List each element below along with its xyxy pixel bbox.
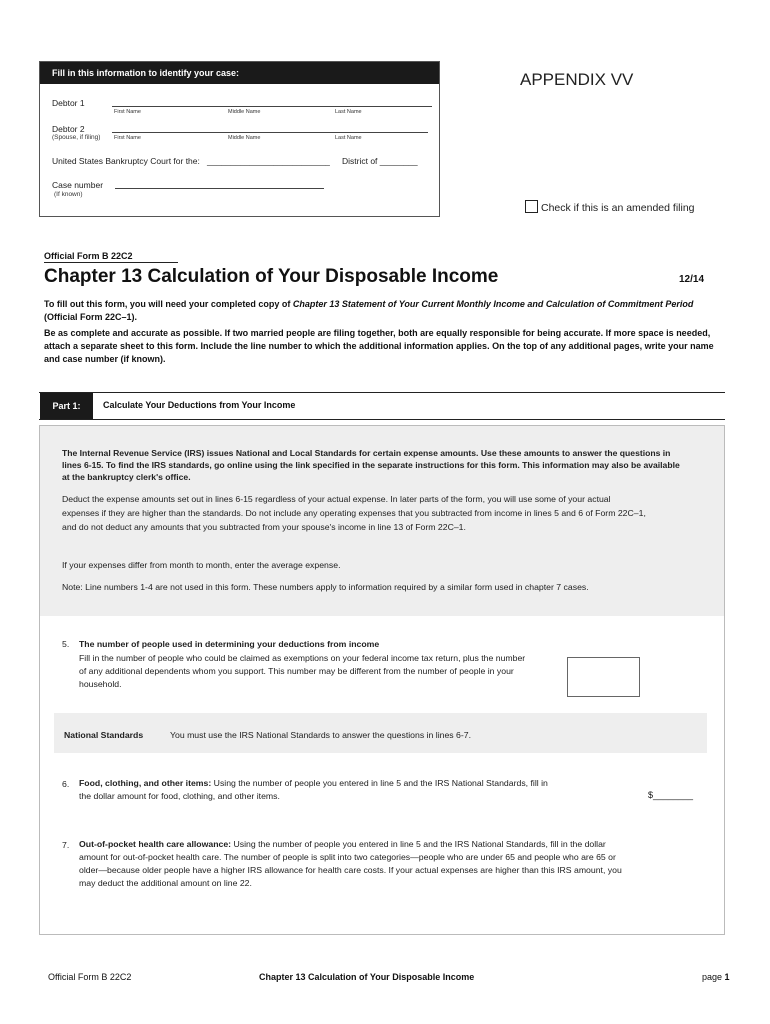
line5-answer-box[interactable] — [567, 657, 640, 697]
line6-body: Using the number of people you entered in line 5 and the IRS National Standards, fill in the dollar amount for food, clothing, and other items. — [79, 778, 548, 801]
line6-number: 6. — [62, 779, 70, 789]
line6-text — [79, 777, 559, 803]
national-standards-text: You must use the IRS National Standards to answer the questions in lines 6-7. — [170, 730, 472, 740]
line5-number: 5. — [62, 639, 70, 649]
footer-page-number: 1 — [724, 972, 730, 982]
line5-title: The number of people used in determining your deductions from income — [79, 639, 380, 649]
case-number-label: Case number — [52, 180, 104, 190]
intro-paragraph-2: Be as complete and accurate as possible. If two married people are filing together, both are equally responsible for being accurate. If more space is needed, attach a separate sheet to this form. Include the line number to which the additional information applies. On the top of any additional pages, write your name and case number (if known). — [44, 328, 714, 364]
form-number: Official Form B 22C2 — [44, 251, 133, 261]
debtor2-label: Debtor 2 — [52, 124, 85, 134]
revision-date: 12/14 — [679, 274, 705, 285]
district-field[interactable]: District of ________ — [342, 156, 418, 166]
irs-intro-paragraph: The Internal Revenue Service (IRS) issues National and Local Standards for certain expense amounts. Use these amounts to answer the questions in lines 6-15. To find the IRS standards, go online using the link specified in the separate instructions for this form. This information may also be available at the bankruptcy clerk's office. — [62, 448, 680, 482]
debtor2-spouse-note: (Spouse, if filing) — [52, 134, 101, 141]
debtor2-middle-name-caption: Middle Name — [228, 135, 261, 141]
amended-filing-checkbox[interactable] — [525, 200, 538, 213]
line6-amount-field[interactable]: $________ — [648, 790, 694, 800]
court-label: United States Bankruptcy Court for the: — [52, 156, 200, 166]
debtor1-last-name-caption: Last Name — [335, 109, 362, 115]
case-identification-header: Fill in this information to identify your case: — [40, 62, 439, 84]
footer-page-word: page — [702, 972, 723, 982]
debtor2-name-field[interactable] — [112, 132, 428, 133]
irs-note-paragraph: Note: Line numbers 1-4 are not used in this form. These numbers apply to information required by a similar form used in chapter 7 cases. — [62, 582, 589, 592]
court-field[interactable]: __________________________ — [207, 156, 330, 166]
intro-paragraph-1 — [44, 298, 724, 324]
irs-average-paragraph: If your expenses differ from month to month, enter the average expense. — [62, 560, 341, 570]
footer-title: Chapter 13 Calculation of Your Disposable Income — [259, 972, 475, 982]
debtor2-last-name-caption: Last Name — [335, 135, 362, 141]
intro-text-a: To fill out this form, you will need your completed copy of — [44, 299, 291, 309]
debtor1-label: Debtor 1 — [52, 98, 85, 108]
debtor1-name-field[interactable] — [112, 106, 432, 107]
line5-body: Fill in the number of people who could be claimed as exemptions on your federal income tax return, plus the number of any additional dependents whom you support. This number may be different from the number of people in your household. — [79, 653, 526, 689]
debtor2-first-name-caption: First Name — [114, 135, 141, 141]
part1-title: Calculate Your Deductions from Your Income — [103, 400, 296, 410]
intro-statement-reference: Chapter 13 Statement of Your Current Monthly Income and Calculation of Commitment Period — [292, 299, 694, 309]
intro-text-c: (Official Form 22C–1). — [44, 312, 138, 322]
page-title: Chapter 13 Calculation of Your Disposable Income — [44, 266, 499, 287]
line7-number: 7. — [62, 840, 70, 850]
form-number-underline — [44, 262, 178, 263]
amended-filing-label: Check if this is an amended filing — [541, 202, 695, 214]
line7-title: Out-of-pocket health care allowance: — [79, 839, 232, 849]
footer-form-number: Official Form B 22C2 — [48, 972, 132, 982]
debtor1-middle-name-caption: Middle Name — [228, 109, 261, 115]
irs-deduct-paragraph: Deduct the expense amounts set out in lines 6-15 regardless of your actual expense. In later parts of the form, you will use some of your actual expenses if they are higher than the standards. Do not include any operating expenses that you subtracted from income in lines 5 and 6 of Form 22C–1, and do not deduct any amounts that you subtracted from your spouse's income in line 13 of Form 22C–1. — [62, 494, 646, 532]
debtor1-first-name-caption: First Name — [114, 109, 141, 115]
line6-title: Food, clothing, and other items: — [79, 778, 212, 788]
line7-body: Using the number of people you entered in line 5 and the IRS National Standards, fill in the dollar amount for out-of-pocket health care. The number of people is split into two categories—people who are under 65 and people who are 65 or older—because older people have a higher IRS allowance for health care costs. If your actual expenses are higher than this IRS amount, you may deduct the additional amount on line 22. — [79, 839, 622, 888]
case-number-field[interactable] — [115, 188, 324, 189]
footer-page — [702, 972, 730, 982]
appendix-label: APPENDIX VV — [520, 70, 634, 89]
line7-text — [79, 838, 629, 890]
national-standards-label: National Standards — [64, 730, 144, 740]
case-number-if-known: (If known) — [54, 191, 83, 198]
part1-label: Part 1: — [40, 393, 93, 419]
